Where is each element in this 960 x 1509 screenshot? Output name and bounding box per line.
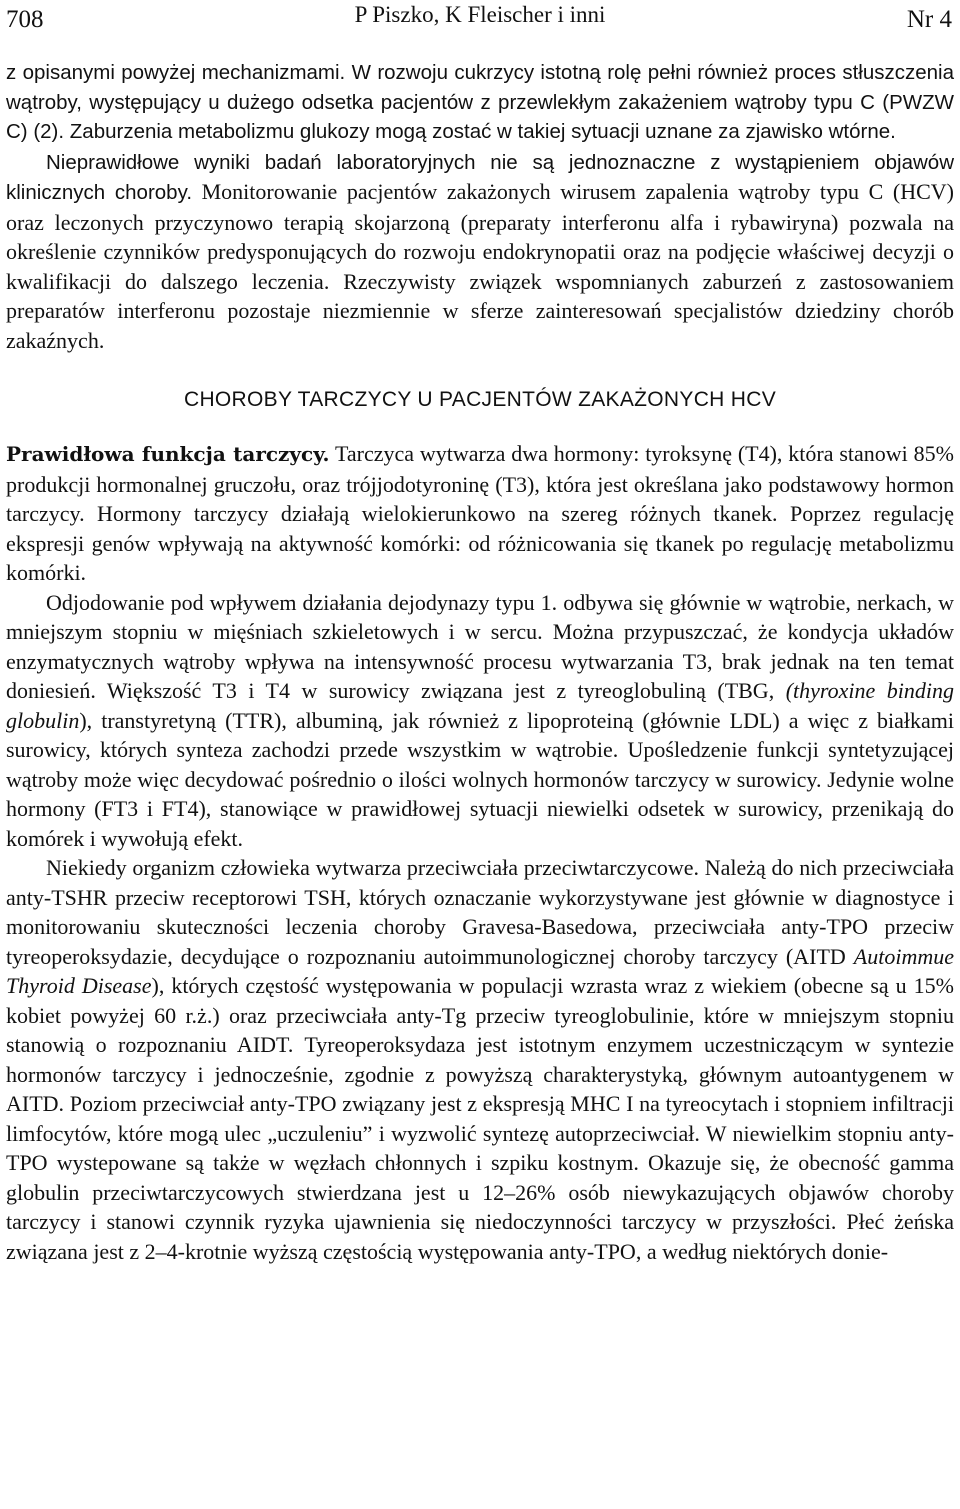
running-header (6, 0, 954, 58)
section-paragraph-1 (6, 439, 954, 588)
thyroid-section (6, 439, 954, 1266)
section-paragraph-2-italic: (thyroxine binding globulin (6, 678, 954, 733)
intro-paragraph-2-body: Monitorowanie pacjentów zakażonych wirusem zapalenia wątroby typu C (HCV) oraz leczonych przyczynowo terapią skojarzoną (preparaty interferonu alfa i rybawiryna) pozwala na określenie czynników predysponujących do rozwoju endokrynopatii oraz na podjęcie właściwej decyzji o kwalifikacji do dalszego leczenia. Rzeczywisty związek wspomnianych zaburzeń z zastosowaniem preparatów interferonu pozostaje niezmiennie w sferze zainteresowań specjalistów dziedziny chorób zakaźnych. (6, 179, 954, 353)
section-paragraph-2-part-1: Odjodowanie pod wpływem działania dejodynazy typu 1. odbywa się głównie w wątrobie, nerkach, w mniejszym stopniu w mięśniach szkieletowych i w sercu. Można przypuszczać, że kondycja układów enzymatycznych wątroby wpływa na intensywność procesu wytwarzania T3, brak jednak na ten temat doniesień. Większość T3 i T4 w surowicy związana jest z tyreoglobuliną (TBG, (6, 589, 954, 703)
section-paragraph-3-italic: Autoimmue Thyroid Disease (6, 943, 954, 998)
page-number: 708 (6, 6, 44, 33)
section-paragraph-3-part-2: ), których częstość występowania w populacji wzrasta wraz z wiekiem (obecne są u 15% kobiet powyżej 60 r.ż.) oraz przeciwciała anty-Tg przeciw tyreoglobulinie, które w mniejszym stopniu stanowią o rozpoznaniu AIDT. Tyreoperoksydaza jest istotnym enzymem uczestniczącym w syntezie hormonów tarczycy i jednocześnie, zgodnie z powyższą charakterystyką, głównym autoantygenem w AITD. Poziom przeciwciał anty-TPO związany jest z ekspresją MHC I na tyreocytach i stopniem infiltracji limfocytów, które mogą ulec „uczuleniu” i wyzwolić syntezę autoprzeciwciał. W niewielkim stopniu anty-TPO wystepowane są także w węzłach chłonnych i szpiku kostnym. Okazuje się, że obecność gamma globulin przeciwtarczycowych stwierdzana jest u 12–26% osób niewykazujących objawów choroby tarczycy i stanowi czynnik ryzyka ujawnienia się niedoczynności tarczycy w przyszłości. Płeć żeńska związana jest z 2–4-krotnie wyższą częstością występowania anty-TPO, a według niektórych donie- (6, 973, 954, 1264)
journal-page (6, 0, 954, 1266)
intro-paragraph-1: z opisanymi powyżej mechanizmami. W rozwoju cukrzycy istotną rolę pełni również proces stłuszczenia wątroby, występujący u dużego odsetka pacjentów z przewlekłym zakażeniem wątroby typu C (PWZW C) (2). Zaburzenia metabolizmu glukozy mogą zostać w takiej sytuacji uznane za zjawisko wtórne. (6, 61, 954, 143)
section-paragraph-2 (6, 588, 954, 854)
section-paragraph-3 (6, 853, 954, 1266)
section-paragraph-3-part-1: Niekiedy organizm człowieka wytwarza przeciwciała przeciwtarczycowe. Należą do nich przeciwciała anty-TSHR przeciw receptorowi TSH, których oznaczanie wykorzystywane jest głównie w diagnostyce i monitorowaniu skuteczności leczenia choroby Gravesa-Basedowa, przeciwciała anty-TPO przeciw tyreoperoksydazie, decydujące o rozpoznaniu autoimmunologicznej choroby tarczycy (AITD (6, 855, 954, 969)
running-header-authors: P Piszko, K Fleischer i inni (354, 2, 606, 27)
intro-section (6, 58, 954, 355)
issue-number: Nr 4 (906, 6, 952, 33)
section-paragraph-1-body: Tarczyca wytwarza dwa hormony: tyroksynę (T4), która stanowi 85% produkcji hormonalnej gruczołu, oraz trójjodotyroninę (T3), która jest określana jako podstawowy hormon tarczycy. Hormony tarczycy działają wielokierunkowo na szereg różnych tkanek. Poprzez regulację ekspresji genów wpływają na aktywność komórki: od różnicowania się tkanek po regulację metabolizmu komórki. (6, 441, 954, 585)
intro-paragraph-2-lead: Nieprawidłowe wyniki badań laboratoryjnych nie są jednoznaczne z wystąpieniem objawów klinicznych choroby. (6, 150, 954, 204)
intro-paragraph-2 (6, 147, 954, 356)
section-paragraph-2-part-2: ), transtyretyną (TTR), albuminą, jak również z lipoproteiną (głównie LDL) a więc z białkami surowicy, których synteza zachodzi przede wszystkim w wątrobie. Upośledzenie funkcji syntetyzującej wątroby może więc decydować pośrednio o ilości wolnych hormonów tarczycy w surowicy. Jedynie wolne hormony (FT3 i FT4), stanowiące w prawidłowej sytuacji niewielki odsetek w surowicy, przenikają do komórek i wywołują efekt. (6, 707, 954, 851)
section-paragraph-1-lead: Prawidłowa funkcja tarczycy. (6, 442, 330, 466)
section-heading: CHOROBY TARCZYCY U PACJENTÓW ZAKAŻONYCH HCV (183, 388, 777, 411)
